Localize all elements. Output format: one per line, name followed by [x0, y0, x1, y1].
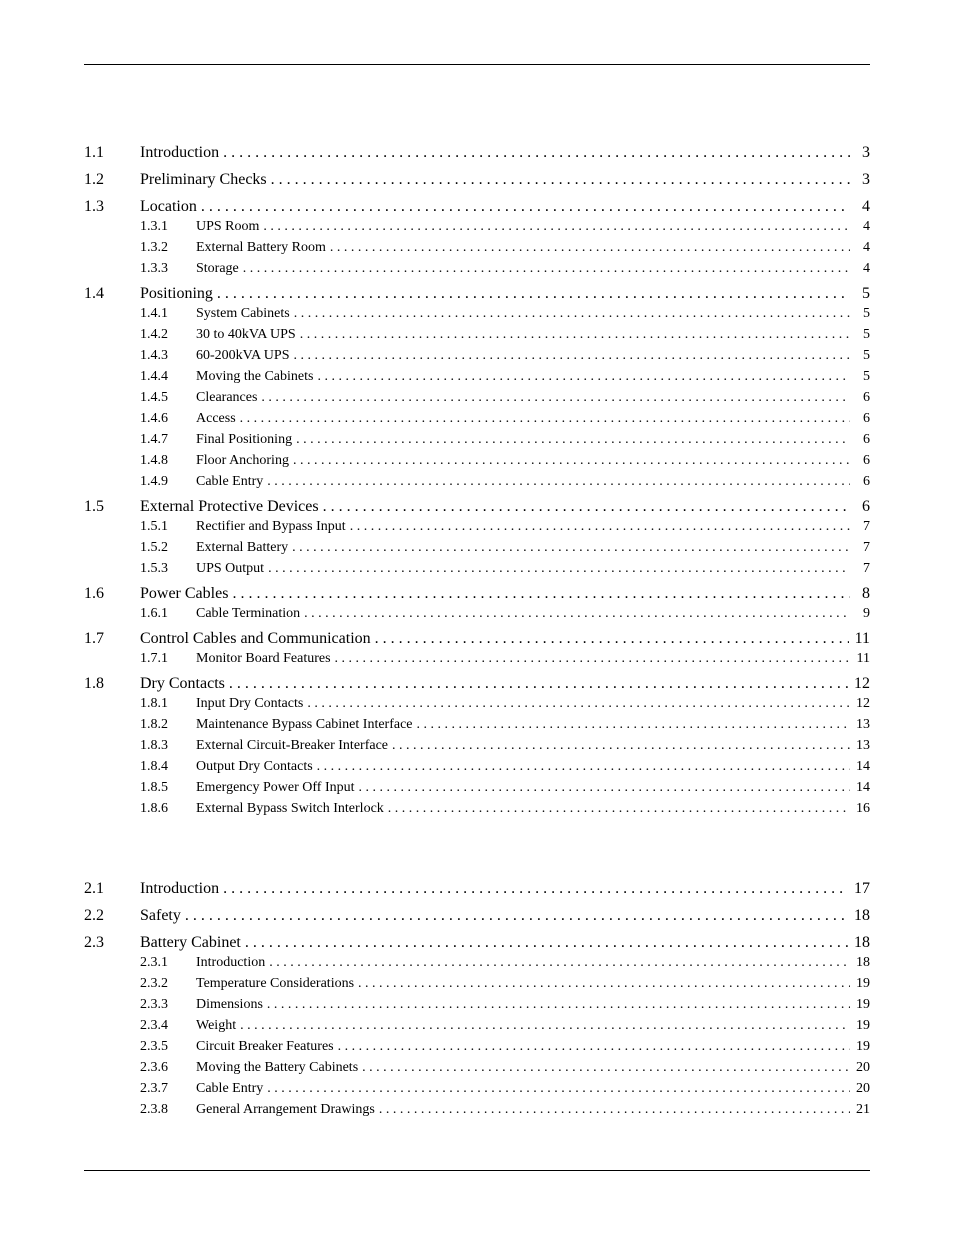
dot-leader: [261, 390, 850, 406]
toc-subentry[interactable]: [84, 1018, 870, 1039]
toc-subentry[interactable]: [84, 519, 870, 540]
dot-leader: [243, 261, 850, 277]
toc-entry-title: Positioning: [140, 285, 213, 302]
toc-subentry[interactable]: [84, 219, 870, 240]
toc-section-2: [84, 880, 870, 1123]
toc-entry-page-number: 19: [856, 997, 870, 1012]
toc-entry-title: Final Positioning: [196, 432, 293, 447]
dot-leader: [307, 696, 850, 712]
dot-leader: [317, 369, 850, 385]
dot-leader: [240, 1018, 850, 1034]
toc-entry-page-number: 6: [863, 411, 870, 426]
toc-entry-page-number: 12: [856, 696, 870, 711]
dot-leader: [292, 540, 850, 556]
toc-entry-page-number: 4: [863, 261, 870, 276]
toc-entry-number: 1.7: [84, 630, 104, 647]
toc-entry-page-number: 4: [863, 240, 870, 255]
toc-entry-number: 1.8.3: [140, 738, 168, 753]
dot-leader: [263, 219, 850, 235]
dot-leader: [267, 997, 850, 1013]
toc-entry-page-number: 3: [862, 171, 870, 188]
dot-leader: [296, 432, 850, 448]
toc-subentry[interactable]: [84, 955, 870, 976]
toc-entry-title: Output Dry Contacts: [196, 759, 313, 774]
dot-leader: [300, 327, 850, 343]
toc-entry-page-number: 5: [863, 369, 870, 384]
toc-entry-number: 2.3.8: [140, 1102, 168, 1117]
toc-entry-page-number: 20: [856, 1060, 870, 1075]
toc-entry-page-number: 14: [856, 780, 870, 795]
header-rule: [84, 64, 870, 65]
dot-leader: [388, 801, 850, 817]
toc-entry-page-number: 4: [863, 219, 870, 234]
toc-entry-title: Location: [140, 198, 197, 215]
toc-section-1: [84, 144, 870, 822]
dot-leader: [317, 759, 850, 775]
toc-entry-title: External Protective Devices: [140, 498, 319, 515]
toc-entry-title: Circuit Breaker Features: [196, 1039, 334, 1054]
toc-subentry[interactable]: [84, 540, 870, 561]
toc-entry-number: 1.4.5: [140, 390, 168, 405]
toc-entry-title: UPS Output: [196, 561, 265, 576]
dot-leader: [223, 880, 848, 898]
toc-entry-number: 2.3: [84, 934, 104, 951]
toc-entry-number: 1.3.1: [140, 219, 168, 234]
toc-entry-number: 1.8.5: [140, 780, 168, 795]
toc-entry-number: 1.4.1: [140, 306, 168, 321]
dot-leader: [223, 144, 850, 162]
dot-leader: [269, 955, 850, 971]
toc-entry-title: Rectifier and Bypass Input: [196, 519, 346, 534]
toc-entry[interactable]: [84, 630, 870, 651]
dot-leader: [245, 934, 848, 952]
toc-entry-number: 2.3.4: [140, 1018, 168, 1033]
dot-leader: [358, 976, 850, 992]
dot-leader: [335, 651, 850, 667]
toc-entry-number: 1.8.1: [140, 696, 168, 711]
dot-leader: [232, 585, 850, 603]
dot-leader: [338, 1039, 850, 1055]
toc-entry-number: 1.2: [84, 171, 104, 188]
toc-entry-title: Preliminary Checks: [140, 171, 267, 188]
toc-entry-number: 1.8.2: [140, 717, 168, 732]
toc-entry-page-number: 18: [854, 907, 870, 924]
toc-entry-page-number: 8: [862, 585, 870, 602]
toc-entry-title: Introduction: [140, 144, 220, 161]
dot-leader: [392, 738, 850, 754]
toc-entry-page-number: 7: [863, 540, 870, 555]
toc-subentry[interactable]: [84, 1039, 870, 1060]
toc-entry-page-number: 6: [863, 432, 870, 447]
footer-rule: [84, 1170, 870, 1171]
toc-entry[interactable]: [84, 585, 870, 606]
toc-entry-page-number: 7: [863, 519, 870, 534]
toc-entry[interactable]: [84, 675, 870, 696]
toc-entry-number: 2.1: [84, 880, 104, 897]
toc-subentry[interactable]: [84, 1081, 870, 1102]
toc-entry-title: Control Cables and Communication: [140, 630, 371, 647]
toc-entry-title: Cable Entry: [196, 1081, 264, 1096]
toc-entry-title: External Circuit-Breaker Interface: [196, 738, 389, 753]
toc-entry-title: Dimensions: [196, 997, 263, 1012]
toc-entry-page-number: 5: [862, 285, 870, 302]
toc-subentry[interactable]: [84, 738, 870, 759]
dot-leader: [304, 606, 850, 622]
toc-subentry[interactable]: [84, 759, 870, 780]
toc-entry-title: External Bypass Switch Interlock: [196, 801, 384, 816]
toc-entry[interactable]: [84, 880, 870, 901]
toc-entry-number: 1.8.6: [140, 801, 168, 816]
toc-entry-page-number: 21: [856, 1102, 870, 1117]
toc-subentry[interactable]: [84, 390, 870, 411]
toc-entry-page-number: 3: [862, 144, 870, 161]
toc-entry-number: 1.6: [84, 585, 104, 602]
toc-entry-number: 2.3.2: [140, 976, 168, 991]
toc-entry-page-number: 17: [854, 880, 870, 897]
dot-leader: [323, 498, 850, 516]
toc-entry-title: Power Cables: [140, 585, 229, 602]
toc-entry-number: 1.6.1: [140, 606, 168, 621]
toc-entry-title: Clearances: [196, 390, 258, 405]
toc-subentry[interactable]: [84, 327, 870, 348]
dot-leader: [185, 907, 848, 925]
toc-entry-title: Emergency Power Off Input: [196, 780, 355, 795]
toc-entry-title: Access: [196, 411, 236, 426]
toc-entry-number: 1.5.1: [140, 519, 168, 534]
toc-entry[interactable]: [84, 285, 870, 306]
toc-entry-page-number: 13: [856, 717, 870, 732]
toc-entry-number: 1.3: [84, 198, 104, 215]
toc-entry-page-number: 18: [854, 934, 870, 951]
toc-entry-title: Weight: [196, 1018, 237, 1033]
toc-entry-page-number: 6: [863, 474, 870, 489]
toc-entry-number: 1.4.7: [140, 432, 168, 447]
toc-entry-page-number: 5: [863, 348, 870, 363]
dot-leader: [379, 1102, 850, 1118]
toc-entry-title: Temperature Considerations: [196, 976, 355, 991]
toc-entry-number: 2.3.1: [140, 955, 168, 970]
toc-entry-title: Storage: [196, 261, 239, 276]
dot-leader: [271, 171, 850, 189]
toc-subentry[interactable]: [84, 801, 870, 822]
toc-entry-page-number: 5: [863, 327, 870, 342]
toc-entry-number: 1.5.3: [140, 561, 168, 576]
toc-entry-number: 2.3.7: [140, 1081, 168, 1096]
toc-entry-title: Moving the Cabinets: [196, 369, 314, 384]
toc-entry-title: External Battery Room: [196, 240, 326, 255]
toc-entry-title: External Battery: [196, 540, 289, 555]
toc-entry-number: 1.5: [84, 498, 104, 515]
toc-entry-number: 2.3.5: [140, 1039, 168, 1054]
toc-subentry[interactable]: [84, 717, 870, 738]
toc-subentry[interactable]: [84, 561, 870, 582]
toc-entry-number: 1.4.6: [140, 411, 168, 426]
toc-entry-page-number: 16: [856, 801, 870, 816]
toc-entry-number: 2.3.3: [140, 997, 168, 1012]
toc-entry-title: Cable Entry: [196, 474, 264, 489]
dot-leader: [417, 717, 850, 733]
toc-entry-number: 1.8.4: [140, 759, 168, 774]
toc-entry-title: Dry Contacts: [140, 675, 225, 692]
toc-subentry[interactable]: [84, 1060, 870, 1081]
toc-entry-number: 2.2: [84, 907, 104, 924]
toc-subentry[interactable]: [84, 261, 870, 282]
toc-entry-title: Introduction: [196, 955, 266, 970]
toc-entry-title: Introduction: [140, 880, 220, 897]
dot-leader: [201, 198, 850, 216]
dot-leader: [330, 240, 850, 256]
toc-entry-title: Floor Anchoring: [196, 453, 289, 468]
toc-entry-number: 1.5.2: [140, 540, 168, 555]
dot-leader: [350, 519, 850, 535]
toc-entry-page-number: 13: [856, 738, 870, 753]
dot-leader: [268, 561, 850, 577]
toc-entry-page-number: 11: [854, 630, 870, 647]
toc-entry-title: 30 to 40kVA UPS: [196, 327, 296, 342]
toc-entry-title: Maintenance Bypass Cabinet Interface: [196, 717, 413, 732]
toc-entry-page-number: 18: [856, 955, 870, 970]
toc-entry-number: 1.4: [84, 285, 104, 302]
dot-leader: [267, 474, 850, 490]
toc-entry-title: Safety: [140, 907, 181, 924]
toc-entry-page-number: 14: [856, 759, 870, 774]
dot-leader: [294, 348, 851, 364]
toc-subentry[interactable]: [84, 696, 870, 717]
dot-leader: [267, 1081, 850, 1097]
toc-entry-number: 2.3.6: [140, 1060, 168, 1075]
toc-entry-page-number: 6: [862, 498, 870, 515]
toc-entry[interactable]: [84, 198, 870, 219]
toc-entry-number: 1.4.4: [140, 369, 168, 384]
toc-entry-page-number: 12: [854, 675, 870, 692]
dot-leader: [293, 453, 850, 469]
toc-entry-title: Moving the Battery Cabinets: [196, 1060, 359, 1075]
toc-entry-number: 1.3.2: [140, 240, 168, 255]
toc-subentry[interactable]: [84, 432, 870, 453]
toc-subentry[interactable]: [84, 976, 870, 997]
dot-leader: [375, 630, 849, 648]
toc-entry[interactable]: [84, 171, 870, 192]
toc-entry-number: 1.4.8: [140, 453, 168, 468]
toc-entry-page-number: 5: [863, 306, 870, 321]
toc-entry-title: Input Dry Contacts: [196, 696, 304, 711]
toc-subentry[interactable]: [84, 348, 870, 369]
toc-entry-title: Battery Cabinet: [140, 934, 241, 951]
toc-subentry[interactable]: [84, 1102, 870, 1123]
toc-entry-number: 1.7.1: [140, 651, 168, 666]
toc-subentry[interactable]: [84, 306, 870, 327]
toc-subentry[interactable]: [84, 997, 870, 1018]
dot-leader: [217, 285, 850, 303]
toc-entry-number: 1.8: [84, 675, 104, 692]
dot-leader: [240, 411, 850, 427]
dot-leader: [229, 675, 848, 693]
toc-entry-title: General Arrangement Drawings: [196, 1102, 375, 1117]
toc-entry-number: 1.1: [84, 144, 104, 161]
toc-subentry[interactable]: [84, 240, 870, 261]
dot-leader: [362, 1060, 850, 1076]
toc-entry-page-number: 7: [863, 561, 870, 576]
toc-subentry[interactable]: [84, 651, 870, 672]
toc-entry[interactable]: [84, 498, 870, 519]
toc-entry-title: Monitor Board Features: [196, 651, 331, 666]
toc-subentry[interactable]: [84, 369, 870, 390]
toc-entry-page-number: 4: [862, 198, 870, 215]
toc-entry-page-number: 19: [856, 1039, 870, 1054]
toc-entry[interactable]: [84, 907, 870, 928]
toc-entry-page-number: 6: [863, 390, 870, 405]
toc-entry-number: 1.3.3: [140, 261, 168, 276]
toc-entry-page-number: 19: [856, 1018, 870, 1033]
toc-entry-page-number: 6: [863, 453, 870, 468]
toc-entry-page-number: 9: [863, 606, 870, 621]
toc-entry-title: System Cabinets: [196, 306, 290, 321]
toc-entry[interactable]: [84, 144, 870, 165]
toc-subentry[interactable]: [84, 474, 870, 495]
toc-subentry[interactable]: [84, 606, 870, 627]
toc-entry-page-number: 19: [856, 976, 870, 991]
dot-leader: [359, 780, 851, 796]
toc-subentry[interactable]: [84, 411, 870, 432]
toc-entry-page-number: 11: [856, 651, 870, 666]
toc-subentry[interactable]: [84, 780, 870, 801]
toc-subentry[interactable]: [84, 453, 870, 474]
toc-entry-title: UPS Room: [196, 219, 260, 234]
toc-entry-title: 60-200kVA UPS: [196, 348, 290, 363]
toc-entry[interactable]: [84, 934, 870, 955]
toc-entry-number: 1.4.9: [140, 474, 168, 489]
toc-entry-title: Cable Termination: [196, 606, 301, 621]
toc-entry-page-number: 20: [856, 1081, 870, 1096]
toc-entry-number: 1.4.2: [140, 327, 168, 342]
dot-leader: [294, 306, 850, 322]
toc-entry-number: 1.4.3: [140, 348, 168, 363]
